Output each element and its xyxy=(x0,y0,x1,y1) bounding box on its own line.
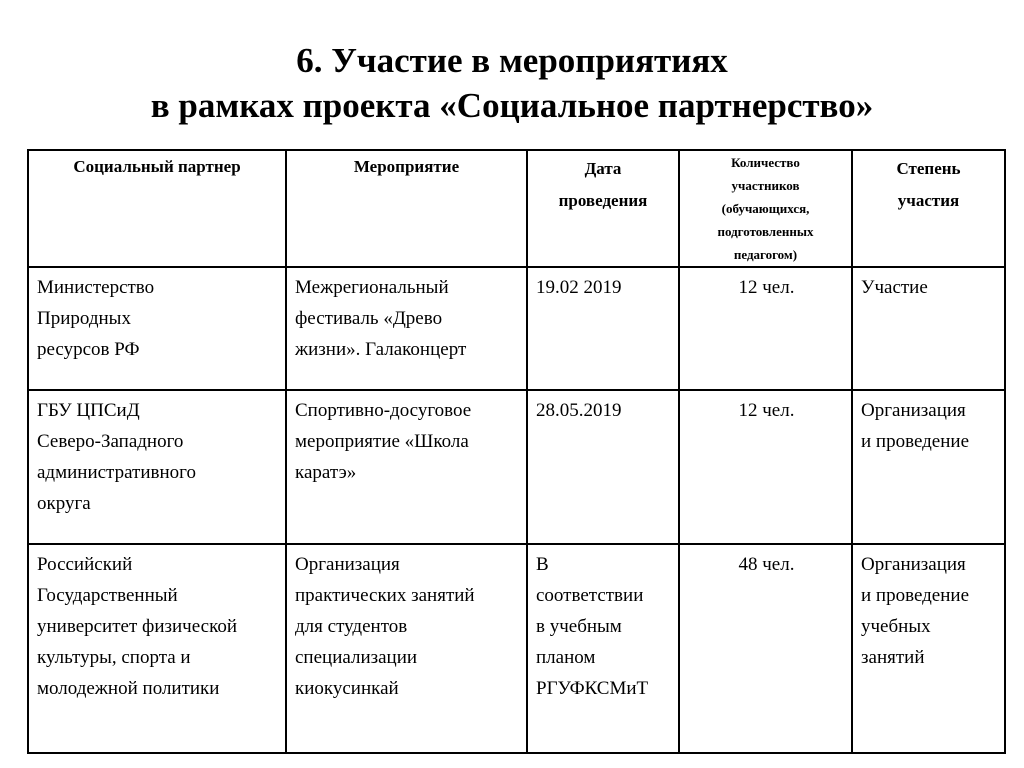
table-row xyxy=(28,544,1005,753)
cell-count: 12 чел. xyxy=(679,267,852,390)
cell-event: Спортивно-досуговое мероприятие «Школа каратэ» xyxy=(286,390,527,544)
partnership-table xyxy=(27,149,1006,754)
page-title xyxy=(0,38,1024,128)
cell-partner: Министерство Природных ресурсов РФ xyxy=(28,267,286,390)
page-title-line-1: 6. Участие в мероприятиях xyxy=(296,41,728,80)
cell-event: Организация практических занятий для студентов специализации киокусинкай xyxy=(286,544,527,753)
cell-date: 28.05.2019 xyxy=(527,390,679,544)
cell-role: Организация и проведение учебных занятий xyxy=(852,544,1005,753)
cell-partner: ГБУ ЦПСиД Северо-Западного административного округа xyxy=(28,390,286,544)
table-header-row xyxy=(28,150,1005,267)
header-partner: Социальный партнер xyxy=(28,150,286,267)
table-row xyxy=(28,390,1005,544)
cell-date: В соответствии в учебным планом РГУФКСМиТ xyxy=(527,544,679,753)
header-role: Степень участия xyxy=(852,150,1005,267)
page-title-line-2: в рамках проекта «Социальное партнерство» xyxy=(150,86,874,125)
cell-event: Межрегиональный фестиваль «Древо жизни». Галаконцерт xyxy=(286,267,527,390)
header-event: Мероприятие xyxy=(286,150,527,267)
table-row xyxy=(28,267,1005,390)
cell-partner: Российский Государственный университет физической культуры, спорта и молодежной политики xyxy=(28,544,286,753)
header-participants: Количество участников (обучающихся, подготовленных педагогом) xyxy=(679,150,852,267)
cell-date: 19.02 2019 xyxy=(527,267,679,390)
cell-role: Участие xyxy=(852,267,1005,390)
cell-count: 12 чел. xyxy=(679,390,852,544)
cell-role: Организация и проведение xyxy=(852,390,1005,544)
header-date: Дата проведения xyxy=(527,150,679,267)
cell-count: 48 чел. xyxy=(679,544,852,753)
